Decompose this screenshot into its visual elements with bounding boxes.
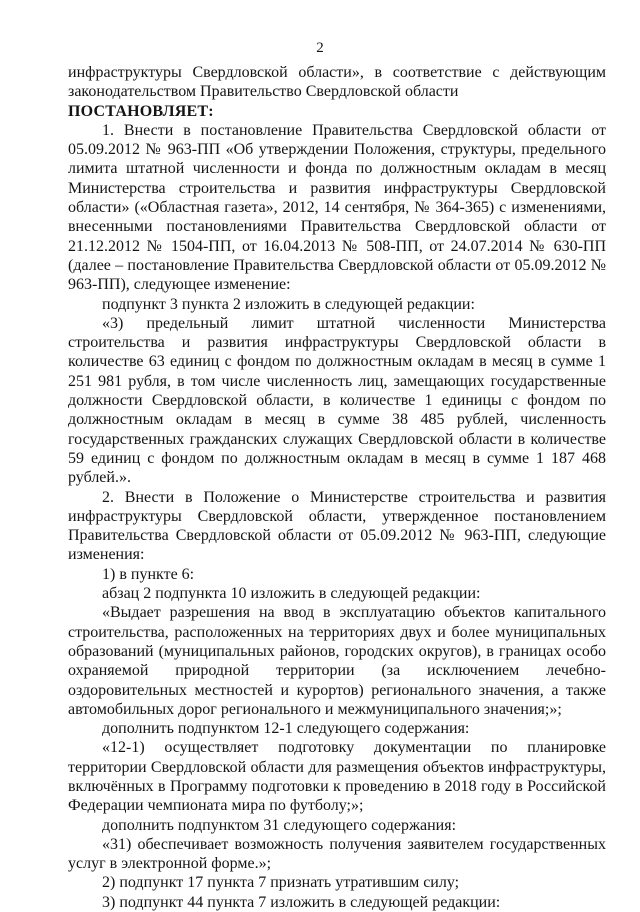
paragraph-point-6: 1) в пункте 6: xyxy=(102,565,195,583)
paragraph-subitem-3-text: «3) предельный лимит штатной численности Министерства строительства и развития инфраструктуры Свердловской области в количестве 63 единиц с фондом по должностным окладам в месяц в сумме 1 251 981 рубля, в том числе численность лиц, замещающих государственные должности Свердловской области, в количестве 1 единицы с фондом по должностным окладам в месяц в сумме 38 485 рублей, численность государственных гражданских служащих Свердловской области в количестве 59 единиц с фондом по должностным окладам в месяц в сумме 1 187 468 рублей.». xyxy=(68,314,606,487)
decree-heading: ПОСТАНОВЛЯЕТ: xyxy=(68,102,214,120)
page-number: 2 xyxy=(316,40,324,56)
paragraph-intro-continuation: инфраструктуры Свердловской области», в соответствие с действующим законодательством Правительство Свердловской области xyxy=(68,64,606,101)
paragraph-abzac-2-intro: абзац 2 подпункта 10 изложить в следующей редакции: xyxy=(102,585,481,603)
paragraph-point-7-17: 2) подпункт 17 пункта 7 признать утратившим силу; xyxy=(102,874,460,892)
paragraph-abzac-2-text: «Выдает разрешения на ввод в эксплуатацию объектов капитального строительства, расположенных на территориях двух и более муниципальных образований (муниципальных районов, городских округов), в границах особо охраняемой природной территории (за исключением лечебно-оздоровительных местностей и курортов) регионального значения, а также автомобильных дорог регионального и межмуниципального значения;»; xyxy=(68,604,606,718)
paragraph-item-2: 2. Внести в Положение о Министерстве строительства и развития инфраструктуры Свердловской области, утвержденное постановлением Правительства Свердловской области от 05.09.2012 № 963-ПП, следующие изменения: xyxy=(68,488,606,564)
document-body xyxy=(68,63,606,912)
paragraph-subitem-12-1-text: «12-1) осуществляет подготовку документации по планировке территории Свердловской области для размещения объектов инфраструктуры, включённых в Программу подготовки к проведению в 2018 году в Российской Федерации чемпионата мира по футболу;»; xyxy=(68,739,606,815)
paragraph-subitem-31-intro: дополнить подпунктом 31 следующего содержания: xyxy=(102,816,457,834)
paragraph-subitem-31-text: «31) обеспечивает возможность получения заявителем государственных услуг в электронной форме.»; xyxy=(68,835,606,873)
paragraph-subitem-12-1-intro: дополнить подпунктом 12-1 следующего содержания: xyxy=(102,720,470,738)
paragraph-point-7-44: 3) подпункт 44 пункта 7 изложить в следующей редакции: xyxy=(102,893,501,911)
paragraph-subitem-3-intro: подпункт 3 пункта 2 изложить в следующей редакции: xyxy=(102,295,475,313)
paragraph-item-1: 1. Внести в постановление Правительства Свердловской области от 05.09.2012 № 963-ПП «Об утверждении Положения, структуры, предельного лимита штатной численности и фонда по должностным окладам в месяц Министерства строительства и развития инфраструктуры Свердловской области» («Областная газета», 2012, 14 сентября, № 364-365) с изменениями, внесенными постановлениями Правительства Свердловской области от 21.12.2012 № 1504-ПП, от 16.04.2013 № 508-ПП, от 24.07.2014 № 630-ПП (далее – постановление Правительства Свердловской области от 05.09.2012 № 963-ПП), следующее изменение: xyxy=(68,121,606,294)
